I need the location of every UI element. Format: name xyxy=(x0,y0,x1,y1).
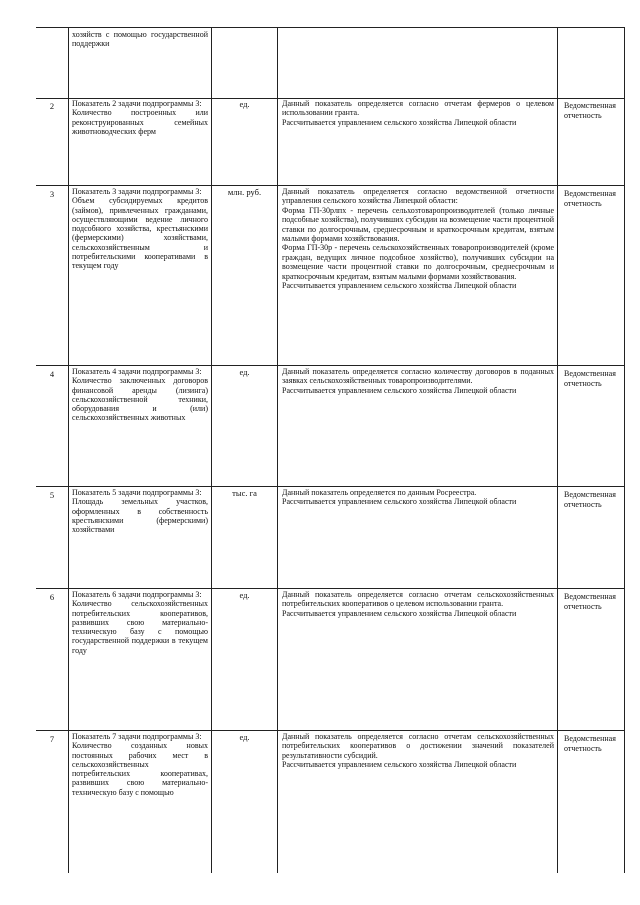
description-paragraph: Данный показатель определяется согласно ведомственной отчетности управления сельского хозяйства Липецкой области: xyxy=(282,187,554,206)
indicator-name: Показатель 6 задачи подпрограммы 3: Количество сельскохозяйственных потребительских кооперативов, развивших свою материально-техническую базу с помощью государственной поддержки в текущем году xyxy=(72,590,208,655)
table-row xyxy=(36,365,625,487)
unit-cell xyxy=(211,588,277,730)
indicator-name: Показатель 5 задачи подпрограммы 3: Площадь земельных участков, оформленных в собственность крестьянскими (фермерскими) хозяйствами xyxy=(72,488,208,535)
description xyxy=(278,730,557,770)
indicator-name: Показатель 7 задачи подпрограммы 3: Количество созданных новых постоянных рабочих мест в сельскохозяйственных потребительских кооперативах, развивших свою материально-техническую базу с помощью xyxy=(72,732,208,797)
unit: млн. руб. xyxy=(227,187,262,197)
indicator-name-cell xyxy=(68,365,211,486)
description xyxy=(278,28,557,30)
table-row xyxy=(36,27,625,99)
row-number: 2 xyxy=(49,101,55,111)
source-cell xyxy=(557,486,625,588)
description-paragraph: Рассчитывается управлением сельского хозяйства Липецкой области xyxy=(282,760,517,770)
unit: ед. xyxy=(239,590,250,600)
row-number: 4 xyxy=(49,369,55,379)
description xyxy=(278,588,557,618)
row-number: 6 xyxy=(49,592,55,602)
row-number-cell xyxy=(36,365,68,486)
row-number-cell xyxy=(36,28,68,98)
description xyxy=(278,365,557,395)
data-source: Ведомственная отчетность xyxy=(564,490,616,509)
unit-cell xyxy=(211,365,277,486)
unit: ед. xyxy=(239,367,250,377)
description-paragraph: Данный показатель определяется согласно отчетам сельскохозяйственных потребительских кооперативов о достижении значений показателей результативности субсидий. xyxy=(282,732,554,760)
indicator-name-cell xyxy=(68,28,211,98)
unit-cell xyxy=(211,28,277,98)
unit xyxy=(212,28,277,30)
data-source: Ведомственная отчетность xyxy=(564,734,616,753)
source-cell xyxy=(557,97,625,185)
unit: тыс. га xyxy=(232,488,257,498)
indicator-name: Показатель 3 задачи подпрограммы 3: Объем субсидируемых кредитов (займов), привлеченных гражданами, осуществляющими ведение личного подсобного хозяйства, крестьянскими (фермерскими) хозяйствами, сельскохозяйственным и потребительскими кооперативами в текущем году xyxy=(72,187,208,271)
table-row xyxy=(36,486,625,589)
unit: ед. xyxy=(239,99,250,109)
indicator-name-cell xyxy=(68,486,211,588)
row-number-cell xyxy=(36,486,68,588)
description-paragraph: Рассчитывается управлением сельского хозяйства Липецкой области xyxy=(282,385,517,395)
unit-cell xyxy=(211,730,277,873)
indicator-name-cell xyxy=(68,588,211,730)
source-cell xyxy=(557,28,625,98)
indicator-name: хозяйств с помощью государственной поддержки xyxy=(72,30,208,49)
row-number-cell xyxy=(36,97,68,185)
unit-cell xyxy=(211,185,277,365)
description-paragraph: Форма ГП-30рлпх - перечень сельхозтоваропроизводителей (только личные подсобные хозяйства), получивших субсидии на возмещение части процентной ставки по долгосрочным, среднесрочным и краткосрочным кредитам, взятым малыми формами хозяйствования. xyxy=(282,205,554,244)
table-row xyxy=(36,185,625,366)
data-source: Ведомственная отчетность xyxy=(564,592,616,611)
description-cell xyxy=(277,486,557,588)
description-cell xyxy=(277,730,557,873)
description-cell xyxy=(277,185,557,365)
indicator-name: Показатель 4 задачи подпрограммы 3: Количество заключенных договоров финансовой аренды (лизинга) сельскохозяйственной техники, оборудования и (или) сельскохозяйственных животных xyxy=(72,367,208,423)
row-number: 7 xyxy=(49,734,55,744)
source-cell xyxy=(557,185,625,365)
data-source: Ведомственная отчетность xyxy=(564,101,616,120)
description-paragraph: Рассчитывается управлением сельского хозяйства Липецкой области xyxy=(282,608,517,618)
table-row xyxy=(36,588,625,731)
description-paragraph: Рассчитывается управлением сельского хозяйства Липецкой области xyxy=(282,497,517,507)
description-paragraph: Рассчитывается управлением сельского хозяйства Липецкой области xyxy=(282,281,517,291)
row-number: 3 xyxy=(49,189,55,199)
description-paragraph: Рассчитывается управлением сельского хозяйства Липецкой области xyxy=(282,117,517,127)
indicator-name-cell xyxy=(68,185,211,365)
row-number xyxy=(36,28,68,32)
data-source: Ведомственная отчетность xyxy=(564,369,616,388)
description xyxy=(278,185,557,290)
row-number-cell xyxy=(36,185,68,365)
description xyxy=(278,486,557,507)
source-cell xyxy=(557,730,625,873)
description-paragraph: Данный показатель определяется согласно отчетам сельскохозяйственных потребительских кооперативов о целевом использовании гранта. xyxy=(282,590,554,609)
data-source xyxy=(558,28,624,32)
source-cell xyxy=(557,588,625,730)
description-cell xyxy=(277,588,557,730)
unit-cell xyxy=(211,486,277,588)
data-source: Ведомственная отчетность xyxy=(564,189,616,208)
table-row xyxy=(36,730,625,873)
description-paragraph: Данный показатель определяется по данным Росреестра. xyxy=(282,488,477,497)
row-number: 5 xyxy=(49,490,55,500)
row-number-cell xyxy=(36,588,68,730)
indicator-name-cell xyxy=(68,97,211,185)
row-number-cell xyxy=(36,730,68,873)
unit: ед. xyxy=(239,732,250,742)
description-cell xyxy=(277,97,557,185)
indicator-name-cell xyxy=(68,730,211,873)
description-paragraph: Форма ГП-30р - перечень сельскохозяйственных товаропроизводителей (кроме граждан, ведущих личное подсобное хозяйство), получивших субсидии на возмещение части процентной ставки по долгосрочным, среднесрочным и краткосрочным кредитам, взятым малыми формами хозяйствования. xyxy=(282,243,554,281)
indicator-name: Показатель 2 задачи подпрограммы 3: Количество построенных или реконструированных семейных животноводческих ферм xyxy=(72,99,208,136)
description-paragraph: Данный показатель определяется согласно отчетам фермеров о целевом использовании гранта. xyxy=(282,99,554,118)
description-cell xyxy=(277,365,557,486)
source-cell xyxy=(557,365,625,486)
description xyxy=(278,97,557,127)
description-paragraph: Данный показатель определяется согласно количеству договоров в поданных заявках сельскохозяйственных товаропроизводителями. xyxy=(282,367,554,386)
table-row xyxy=(36,97,625,186)
unit-cell xyxy=(211,97,277,185)
description-cell xyxy=(277,28,557,98)
